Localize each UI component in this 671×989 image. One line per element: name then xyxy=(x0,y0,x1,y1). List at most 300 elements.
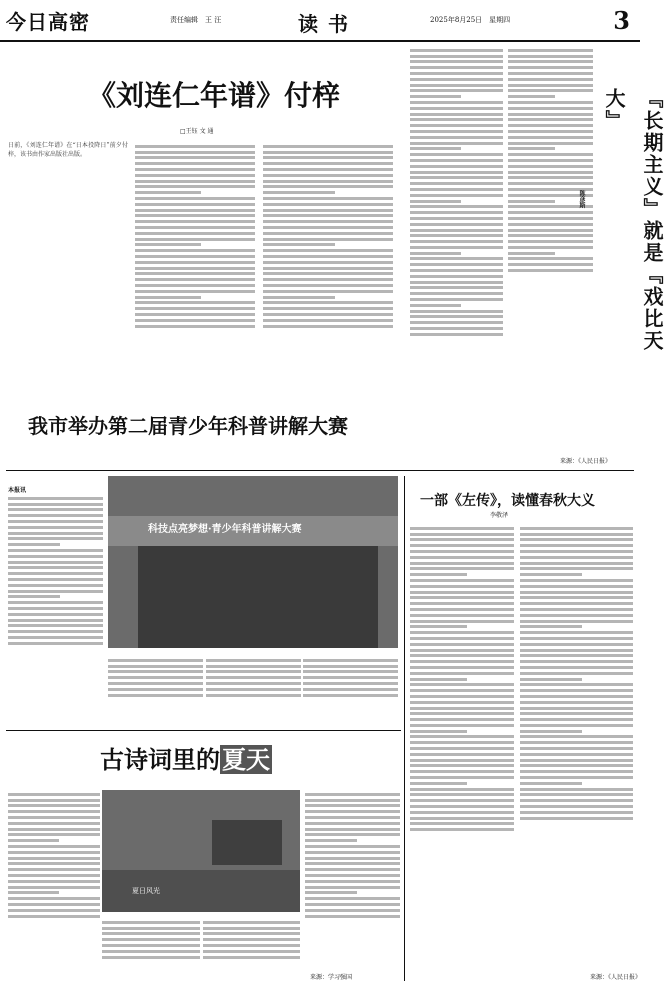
text-line xyxy=(263,197,393,200)
text-line xyxy=(8,822,100,825)
text-line xyxy=(410,620,514,623)
text-line xyxy=(8,526,103,529)
text-line xyxy=(410,240,503,243)
text-line xyxy=(263,267,393,270)
text-line xyxy=(410,579,514,582)
text-line xyxy=(520,730,582,733)
text-line xyxy=(410,602,514,605)
text-line xyxy=(8,497,103,500)
text-line xyxy=(410,724,514,727)
text-line xyxy=(8,572,103,575)
text-line xyxy=(508,124,593,127)
text-line xyxy=(135,261,255,264)
section-divider xyxy=(6,470,634,471)
text-line xyxy=(135,290,255,293)
text-line xyxy=(102,921,200,924)
text-line xyxy=(410,165,503,168)
text-line xyxy=(263,203,393,206)
photo-caption: 夏日风光 xyxy=(132,887,160,895)
text-line xyxy=(410,573,467,576)
text-line xyxy=(508,211,593,214)
text-line xyxy=(8,799,100,802)
text-line xyxy=(410,567,514,570)
article-title xyxy=(100,740,272,775)
text-line xyxy=(508,72,593,75)
text-line xyxy=(8,839,59,842)
text-line xyxy=(508,107,593,110)
text-line xyxy=(410,182,503,185)
text-line xyxy=(410,730,467,733)
text-line xyxy=(410,205,503,208)
text-line xyxy=(410,89,503,92)
text-line xyxy=(410,200,461,203)
text-line xyxy=(305,880,400,883)
text-line xyxy=(8,909,100,912)
text-line xyxy=(508,246,593,249)
article-byline: 李敬泽 xyxy=(490,512,509,519)
text-line xyxy=(520,695,633,698)
text-line xyxy=(8,804,100,807)
text-line xyxy=(206,688,301,691)
text-line xyxy=(508,165,593,168)
text-line xyxy=(8,514,103,517)
text-line xyxy=(410,764,514,767)
text-line xyxy=(520,527,633,530)
text-line xyxy=(263,255,393,258)
section-divider xyxy=(6,730,401,731)
text-line xyxy=(263,191,335,194)
text-line xyxy=(203,944,300,947)
text-line xyxy=(108,659,203,662)
text-line xyxy=(263,220,393,223)
text-line xyxy=(410,333,503,336)
text-line xyxy=(8,543,60,546)
text-line xyxy=(135,243,201,246)
text-line xyxy=(8,880,100,883)
text-line xyxy=(520,579,633,582)
issue-date: 2025年8月25日 星期四 xyxy=(430,16,511,24)
text-line xyxy=(410,707,514,710)
text-line xyxy=(410,811,514,814)
text-line xyxy=(520,753,633,756)
text-line xyxy=(520,585,633,588)
text-line xyxy=(410,782,467,785)
text-line xyxy=(520,689,633,692)
source-note: 来源：《人民日报》 xyxy=(560,458,612,465)
text-line xyxy=(410,678,467,681)
text-line xyxy=(410,113,503,116)
text-line xyxy=(263,290,393,293)
text-line xyxy=(410,747,514,750)
text-line xyxy=(508,229,593,232)
text-line xyxy=(410,828,514,831)
text-line xyxy=(8,862,100,865)
article-body-column xyxy=(108,656,203,722)
text-line xyxy=(410,321,503,324)
text-line xyxy=(135,325,255,328)
text-line xyxy=(520,672,633,675)
article-body-column xyxy=(102,918,200,980)
text-line xyxy=(410,770,514,773)
text-line xyxy=(305,897,400,900)
text-line xyxy=(520,643,633,646)
text-line xyxy=(305,793,400,796)
article-lead: 日前，《刘连仁年谱》在“日本投降日”前夕付梓，该书由作家出版社出版。 xyxy=(8,142,128,158)
text-line xyxy=(410,147,461,150)
text-line xyxy=(410,741,514,744)
text-line xyxy=(263,243,335,246)
text-line xyxy=(410,596,514,599)
text-line xyxy=(135,255,255,258)
text-line xyxy=(206,682,301,685)
article-body-column xyxy=(206,656,301,722)
text-line xyxy=(520,782,582,785)
text-line xyxy=(520,666,633,669)
text-line xyxy=(410,118,503,121)
text-line xyxy=(203,932,300,935)
text-line xyxy=(410,776,514,779)
pavilion-photo xyxy=(102,790,300,912)
text-line xyxy=(410,159,503,162)
text-line xyxy=(8,897,100,900)
text-line xyxy=(410,793,514,796)
text-line xyxy=(108,676,203,679)
text-line xyxy=(8,578,103,581)
text-line xyxy=(410,591,514,594)
text-line xyxy=(410,718,514,721)
text-line xyxy=(410,211,503,214)
text-line xyxy=(410,689,514,692)
article-body-column xyxy=(263,142,393,422)
text-line xyxy=(263,313,393,316)
text-line xyxy=(135,284,255,287)
text-line xyxy=(263,168,393,171)
text-line xyxy=(203,921,300,924)
text-line xyxy=(8,915,100,918)
text-line xyxy=(263,214,393,217)
text-line xyxy=(508,240,593,243)
side-banner-title: 『长期主义』就是『戏比天大』 xyxy=(602,88,664,352)
text-line xyxy=(305,839,357,842)
text-line xyxy=(508,182,593,185)
text-line xyxy=(410,84,503,87)
text-line xyxy=(410,753,514,756)
article-title: 《刘连仁年谱》付梓 xyxy=(88,79,341,112)
article-byline: 本报讯 xyxy=(8,487,27,494)
text-line xyxy=(410,223,503,226)
source-note: 来源：《人民日报》 xyxy=(590,974,642,981)
text-line xyxy=(410,712,514,715)
text-line xyxy=(8,590,103,593)
text-line xyxy=(520,556,633,559)
text-line xyxy=(410,217,503,220)
text-line xyxy=(108,694,203,697)
text-line xyxy=(263,145,393,148)
text-line xyxy=(135,214,255,217)
text-line xyxy=(508,257,593,260)
text-line xyxy=(410,327,503,330)
text-line xyxy=(410,544,514,547)
text-line xyxy=(263,284,393,287)
text-line xyxy=(410,49,503,52)
text-line xyxy=(508,66,593,69)
text-line xyxy=(520,701,633,704)
text-line xyxy=(410,246,503,249)
text-line xyxy=(108,665,203,668)
editor-label: 责任编辑 王 汪 xyxy=(170,16,222,24)
page-number: 3 xyxy=(613,6,630,35)
text-line xyxy=(135,168,255,171)
text-line xyxy=(263,209,393,212)
text-line xyxy=(8,636,103,639)
text-line xyxy=(410,608,514,611)
text-line xyxy=(520,544,633,547)
text-line xyxy=(102,950,200,953)
text-line xyxy=(520,741,633,744)
text-line xyxy=(8,613,103,616)
text-line xyxy=(8,886,100,889)
text-line xyxy=(508,269,593,272)
text-line xyxy=(305,799,400,802)
text-line xyxy=(135,209,255,212)
text-line xyxy=(135,174,255,177)
text-line xyxy=(263,307,393,310)
text-line xyxy=(8,601,103,604)
text-line xyxy=(410,799,514,802)
text-line xyxy=(305,822,400,825)
text-line xyxy=(8,503,103,506)
text-line xyxy=(410,60,503,63)
text-line xyxy=(410,188,503,191)
text-line xyxy=(8,537,103,540)
text-line xyxy=(520,591,633,594)
text-line xyxy=(410,637,514,640)
text-line xyxy=(410,194,503,197)
text-line xyxy=(135,162,255,165)
text-line xyxy=(508,234,593,237)
text-line xyxy=(520,776,633,779)
text-line xyxy=(410,538,514,541)
text-line xyxy=(206,659,301,662)
text-line xyxy=(206,694,301,697)
newspaper-logo: 今日高密 xyxy=(6,10,90,34)
text-line xyxy=(305,804,400,807)
text-line xyxy=(508,95,555,98)
text-line xyxy=(410,130,503,133)
text-line xyxy=(520,608,633,611)
article-body-column xyxy=(410,524,514,980)
text-line xyxy=(410,533,514,536)
text-line xyxy=(410,695,514,698)
text-line xyxy=(102,944,200,947)
text-line xyxy=(263,185,393,188)
text-line xyxy=(8,793,100,796)
text-line xyxy=(305,868,400,871)
text-line xyxy=(410,585,514,588)
text-line xyxy=(135,203,255,206)
source-note: 来源：学习强国 xyxy=(310,974,353,981)
text-line xyxy=(520,654,633,657)
text-line xyxy=(410,78,503,81)
text-line xyxy=(508,130,593,133)
column-divider xyxy=(404,476,405,981)
text-line xyxy=(520,678,582,681)
text-line xyxy=(508,171,593,174)
text-line xyxy=(410,817,514,820)
text-line xyxy=(305,857,400,860)
text-line xyxy=(102,938,200,941)
text-line xyxy=(520,602,633,605)
text-line xyxy=(263,232,393,235)
text-line xyxy=(303,659,398,662)
text-line xyxy=(410,649,514,652)
text-line xyxy=(135,180,255,183)
text-line xyxy=(520,550,633,553)
text-line xyxy=(410,136,503,139)
article-body-column xyxy=(305,790,400,980)
text-line xyxy=(410,257,503,260)
text-line xyxy=(263,296,335,299)
column-text xyxy=(410,46,503,476)
article-body xyxy=(8,142,128,422)
text-line xyxy=(8,549,103,552)
article-body-column xyxy=(8,494,103,722)
text-line xyxy=(135,232,255,235)
text-line xyxy=(108,682,203,685)
text-line xyxy=(508,176,593,179)
text-line xyxy=(520,799,633,802)
text-line xyxy=(8,624,103,627)
text-line xyxy=(102,932,200,935)
text-line xyxy=(410,72,503,75)
text-line xyxy=(305,828,400,831)
text-line xyxy=(135,197,255,200)
text-line xyxy=(135,249,255,252)
text-line xyxy=(520,724,633,727)
text-line xyxy=(410,292,503,295)
text-line xyxy=(508,263,593,266)
text-line xyxy=(508,200,555,203)
text-line xyxy=(410,153,503,156)
article-byline: □王钰 文 通 xyxy=(180,128,214,135)
text-line xyxy=(520,747,633,750)
text-line xyxy=(303,688,398,691)
text-line xyxy=(263,156,393,159)
text-line xyxy=(410,142,503,145)
text-line xyxy=(520,817,633,820)
section-title: 读书 xyxy=(298,12,358,36)
text-line xyxy=(135,151,255,154)
text-line xyxy=(203,956,300,959)
text-line xyxy=(410,234,503,237)
text-line xyxy=(520,718,633,721)
text-line xyxy=(8,828,100,831)
text-line xyxy=(410,654,514,657)
text-line xyxy=(206,670,301,673)
text-line xyxy=(410,124,503,127)
text-line xyxy=(135,226,255,229)
text-line xyxy=(508,118,593,121)
article-body-column xyxy=(8,790,100,980)
text-line xyxy=(135,220,255,223)
text-line xyxy=(508,89,593,92)
text-line xyxy=(8,555,103,558)
text-line xyxy=(303,665,398,668)
text-line xyxy=(520,735,633,738)
text-line xyxy=(520,631,633,634)
text-line xyxy=(135,267,255,270)
text-line xyxy=(8,607,103,610)
article-body-column xyxy=(135,142,255,422)
text-line xyxy=(305,909,400,912)
text-line xyxy=(410,614,514,617)
text-line xyxy=(410,527,514,530)
text-line xyxy=(410,805,514,808)
text-line xyxy=(135,307,255,310)
text-line xyxy=(410,556,514,559)
text-line xyxy=(410,101,503,104)
article-title-text: 古诗词里的 xyxy=(100,745,220,774)
text-line xyxy=(508,101,593,104)
text-line xyxy=(263,261,393,264)
text-line xyxy=(410,269,503,272)
text-line xyxy=(410,643,514,646)
text-line xyxy=(520,625,582,628)
side-banner-author: 陈彦斯 xyxy=(578,190,585,208)
text-line xyxy=(305,816,400,819)
text-line xyxy=(410,275,503,278)
text-line xyxy=(135,319,255,322)
text-line xyxy=(135,301,255,304)
text-line xyxy=(8,857,100,860)
pavilion-shape xyxy=(212,820,282,865)
article-title: 一部《左传》，读懂春秋大义 xyxy=(420,493,595,509)
text-line xyxy=(135,296,201,299)
text-line xyxy=(410,562,514,565)
text-line xyxy=(520,805,633,808)
text-line xyxy=(135,272,255,275)
text-line xyxy=(8,630,103,633)
text-line xyxy=(520,614,633,617)
text-line xyxy=(520,764,633,767)
text-line xyxy=(520,793,633,796)
text-line xyxy=(8,595,60,598)
text-line xyxy=(305,845,400,848)
text-line xyxy=(520,788,633,791)
text-line xyxy=(410,315,503,318)
text-line xyxy=(8,566,103,569)
text-line xyxy=(8,868,100,871)
text-line xyxy=(8,810,100,813)
text-line xyxy=(102,927,200,930)
text-line xyxy=(520,573,582,576)
photo-banner-text: 科技点亮梦想·青少年科普讲解大赛 xyxy=(148,524,302,535)
article-title-highlight: 夏天 xyxy=(222,745,270,774)
article-body-column xyxy=(203,918,300,980)
text-line xyxy=(410,788,514,791)
text-line xyxy=(135,238,255,241)
text-line xyxy=(263,180,393,183)
text-line xyxy=(410,310,503,313)
text-line xyxy=(508,136,593,139)
text-line xyxy=(8,520,103,523)
text-line xyxy=(305,874,400,877)
text-line xyxy=(303,676,398,679)
text-line xyxy=(410,550,514,553)
text-line xyxy=(203,938,300,941)
text-line xyxy=(8,816,100,819)
article-title: 我市举办第二届青少年科普讲解大赛 xyxy=(28,414,348,438)
